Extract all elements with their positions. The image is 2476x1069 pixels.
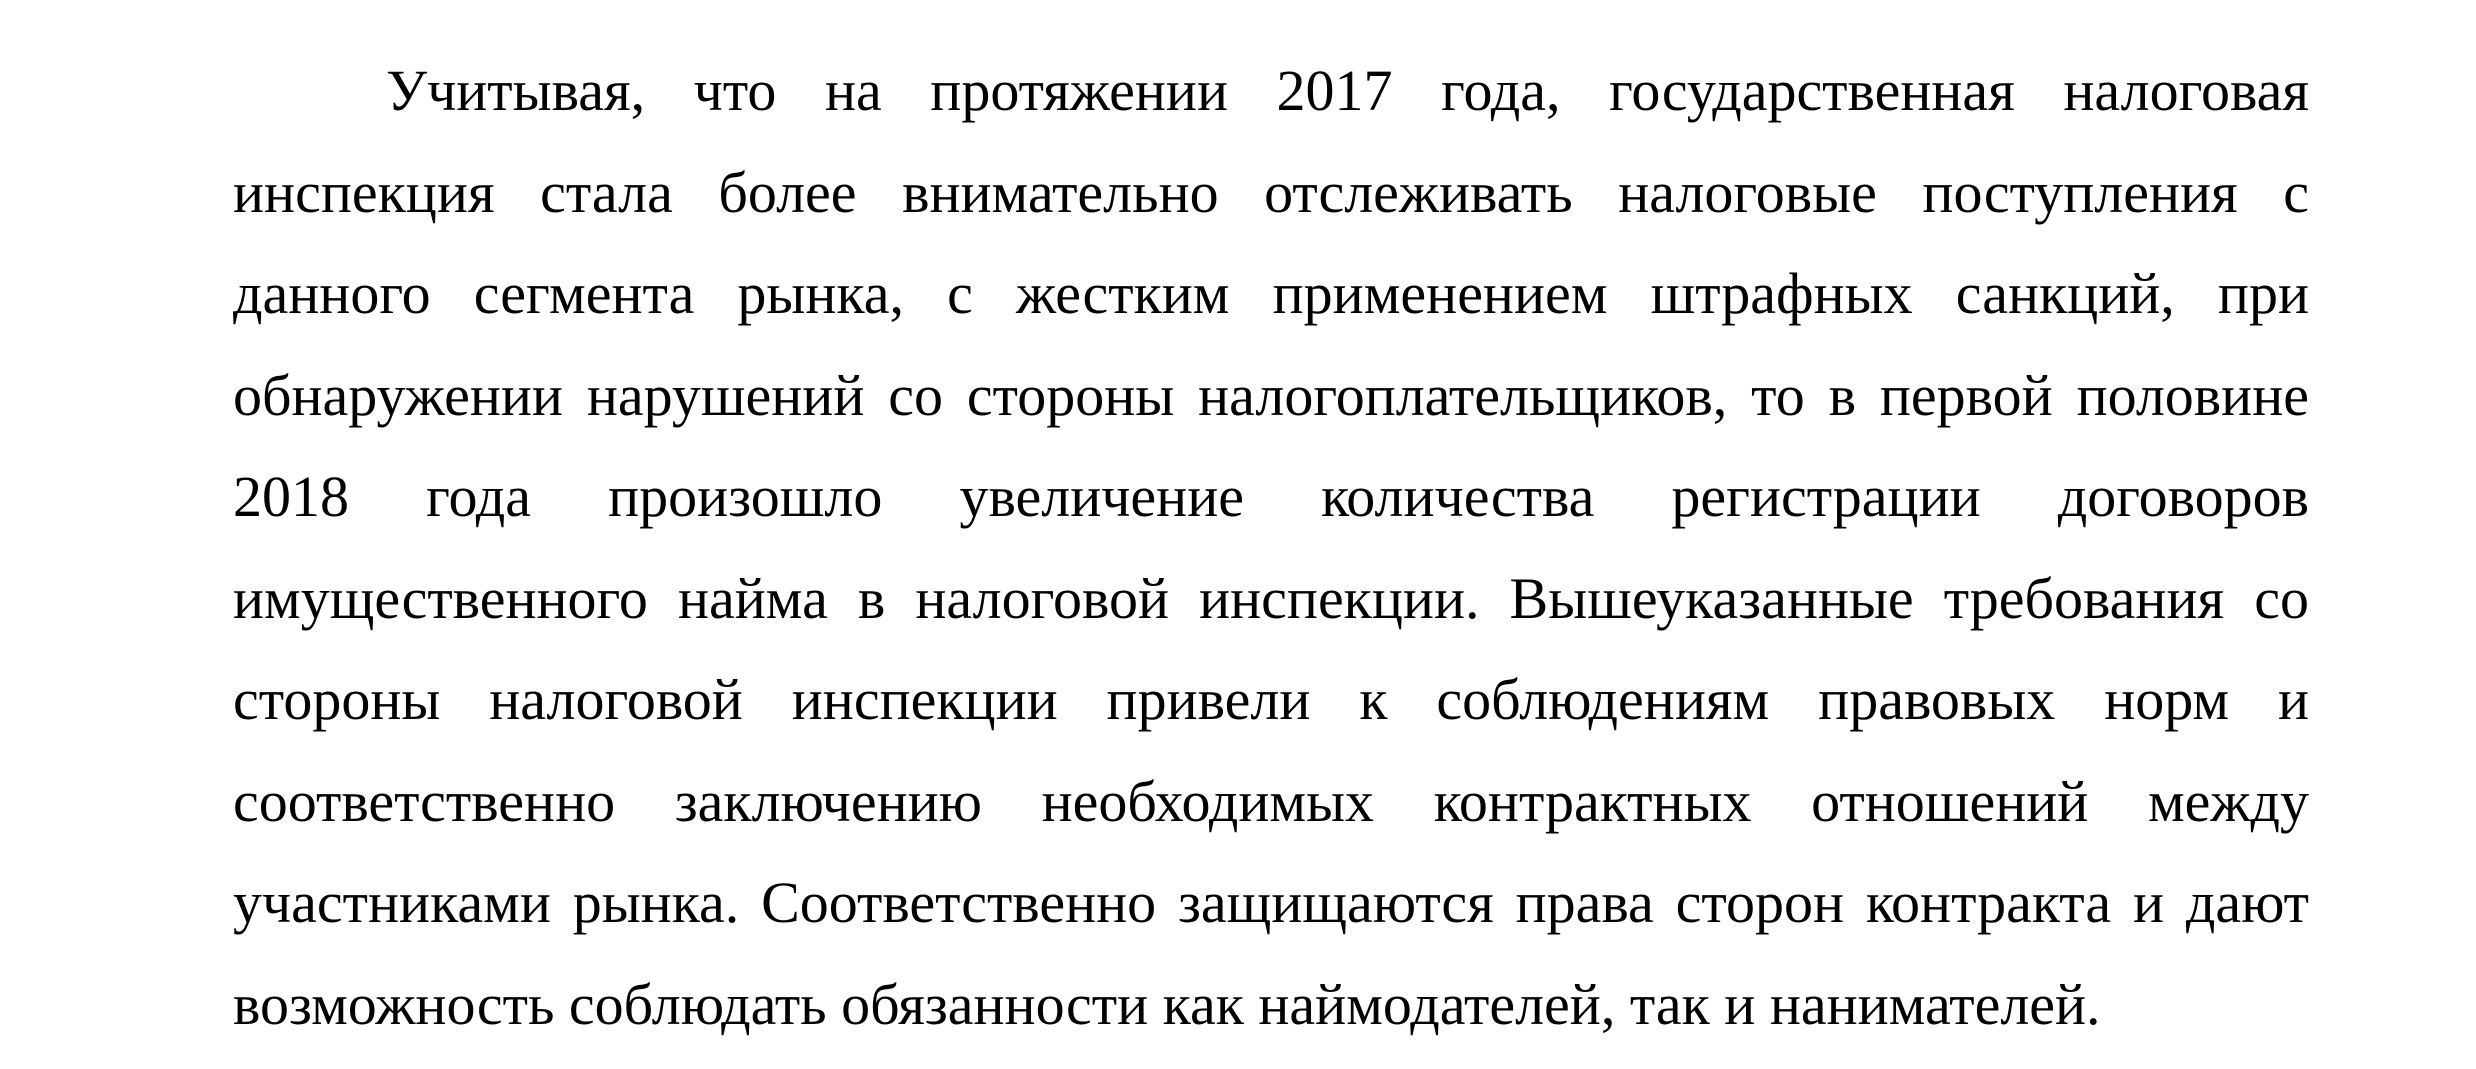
paragraph-line: стороны налоговой инспекции привели к соблюдениям правовых норм и [233,667,2309,732]
paragraph-line: имущественного найма в налоговой инспекции. Вышеуказанные требования со [233,565,2309,631]
paragraph-line: Учитывая, что на протяжении 2017 года, государственная налоговая [386,58,2309,123]
paragraph-line: возможность соблюдать обязанности как наймодателей, так и нанимателей. [233,971,2101,1037]
paragraph-line: инспекция стала более внимательно отслеживать налоговые поступления с [233,159,2309,225]
paragraph-line: 2018 года произошло увеличение количества регистрации договоров [233,464,2309,529]
paragraph-line: участниками рынка. Соответственно защищаются права сторон контракта и дают [233,870,2309,935]
paragraph-line: соответственно заключению необходимых контрактных отношений между [233,768,2309,834]
body-paragraph [233,40,2309,1055]
paragraph-line: обнаружении нарушений со стороны налогоплательщиков, то в первой половине [233,362,2309,428]
paragraph-line: данного сегмента рынка, с жестким применением штрафных санкций, при [233,261,2309,326]
